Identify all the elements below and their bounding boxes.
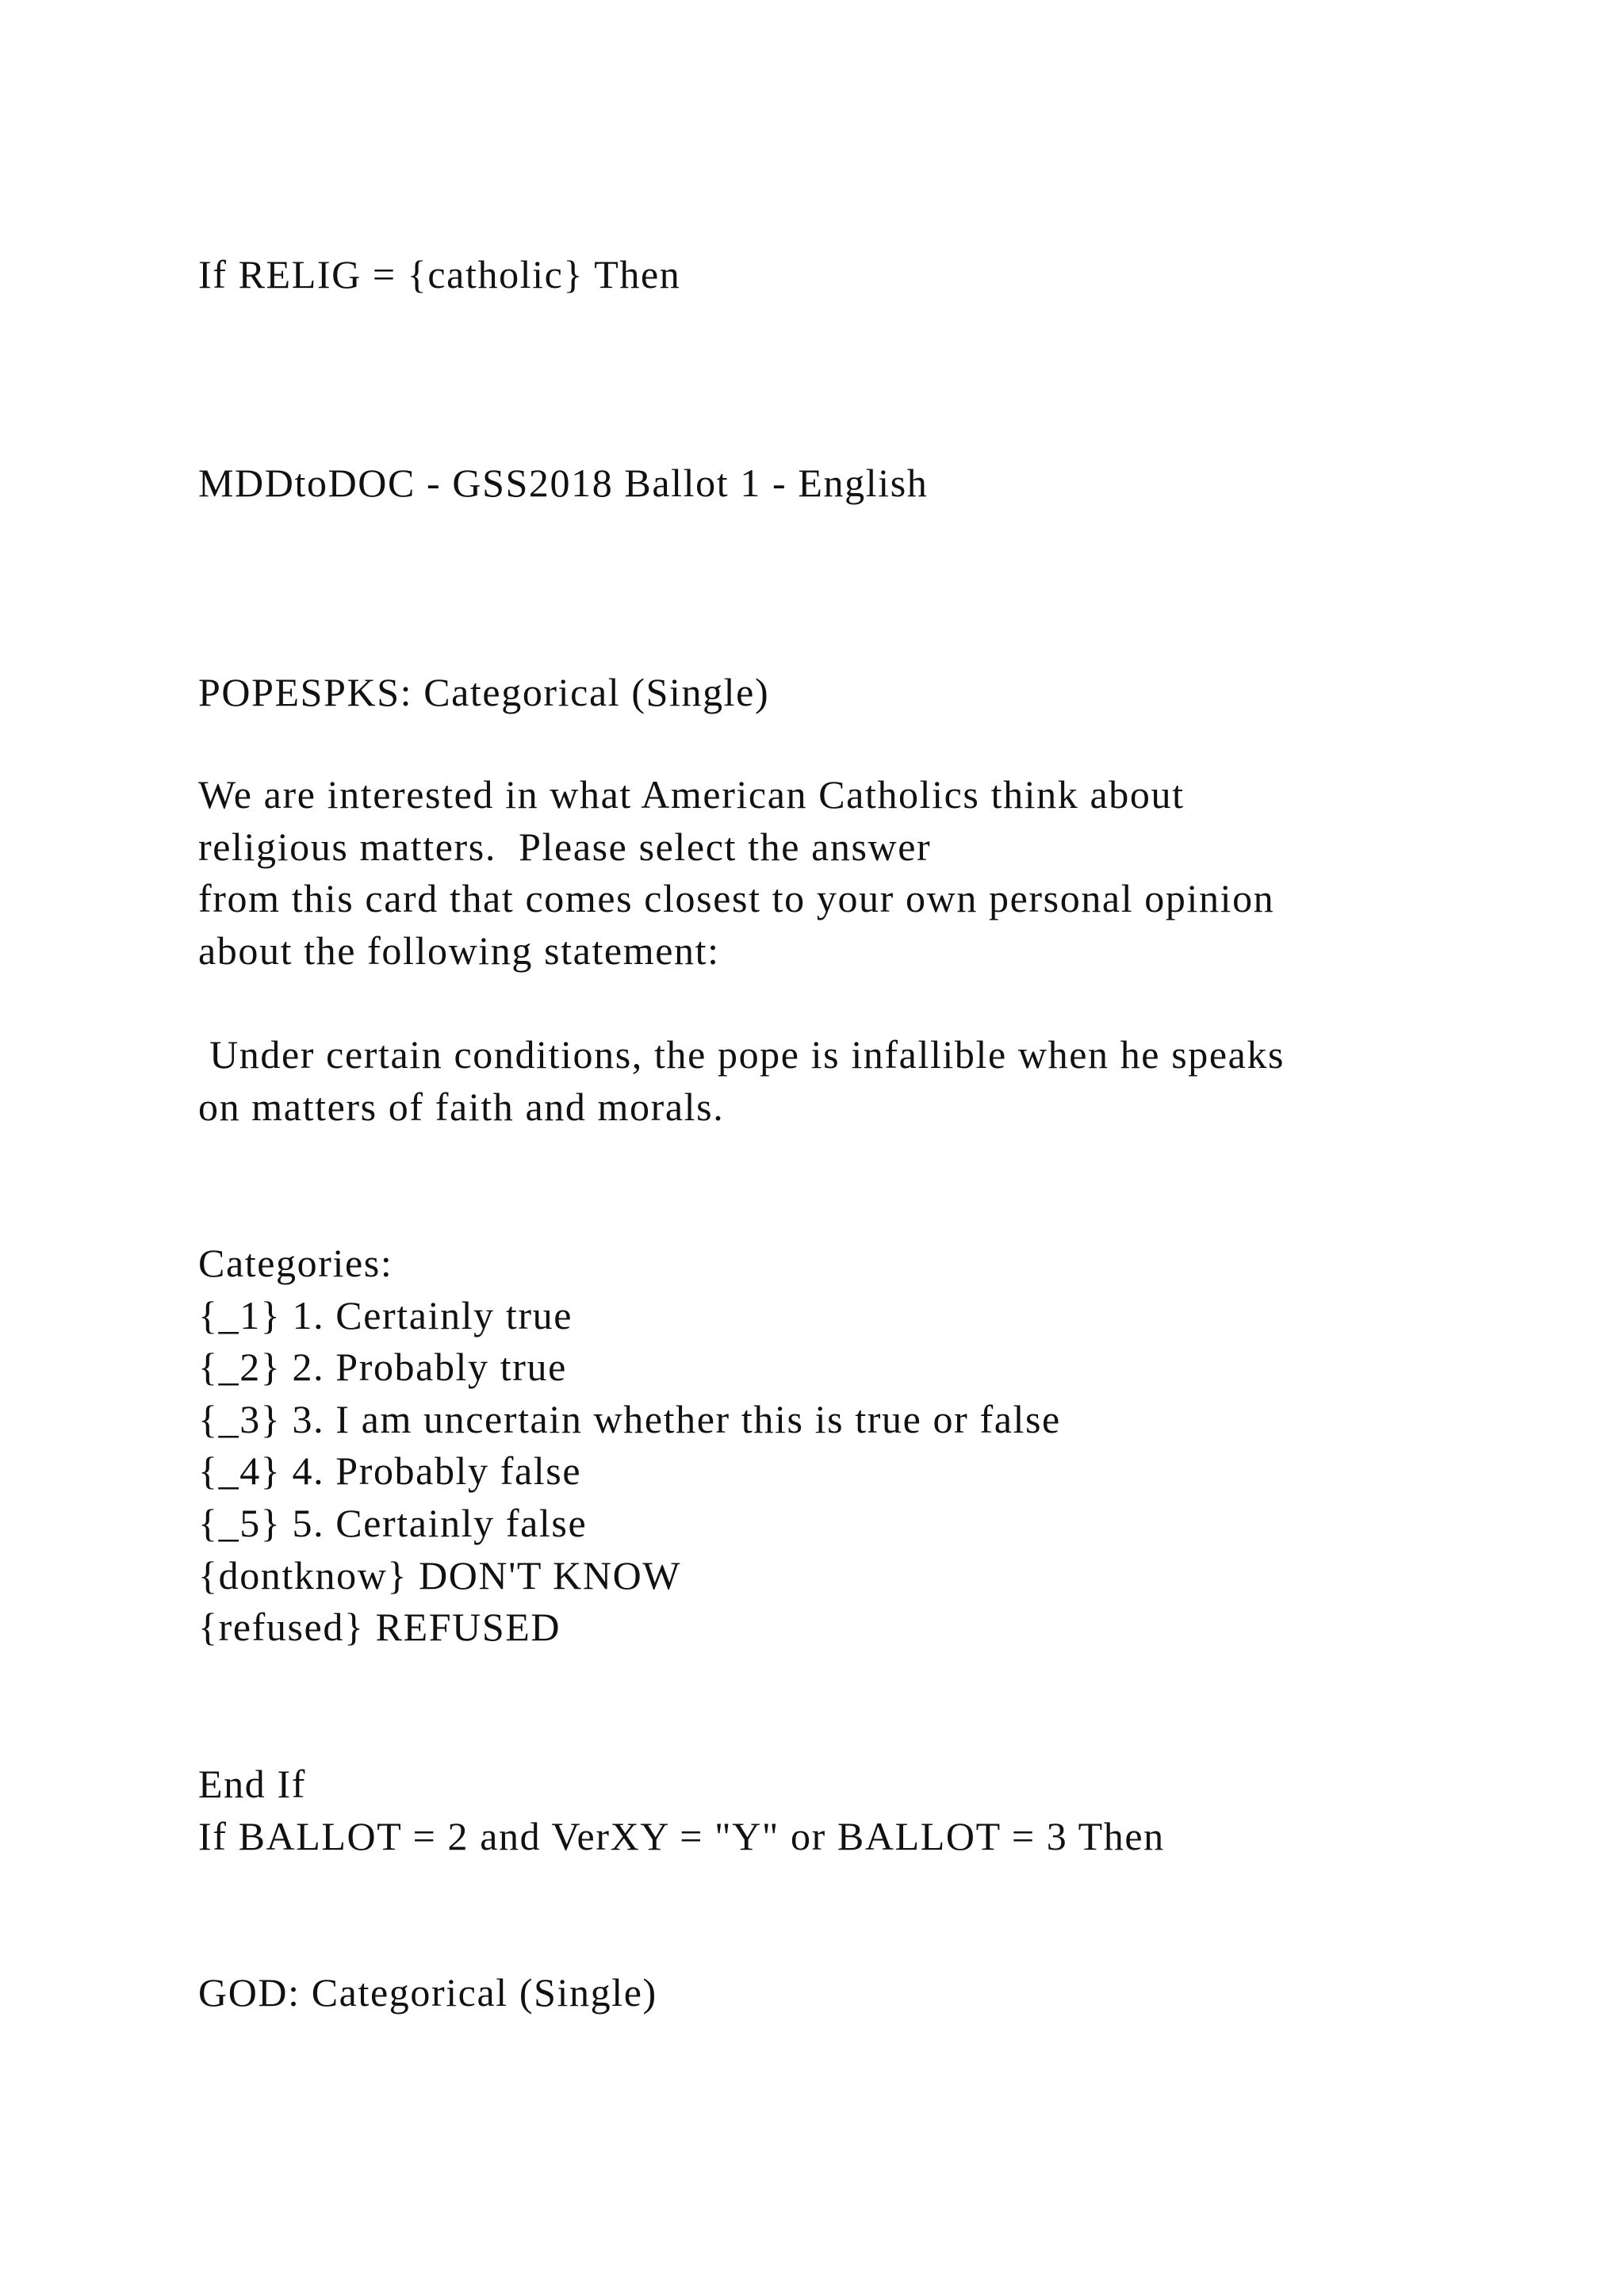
document-title: MDDtoDOC - GSS2018 Ballot 1 - English (198, 461, 929, 505)
statement-line: Under certain conditions, the pope is infallible when he speaks (198, 1032, 1285, 1077)
intro-line: from this card that comes closest to your own personal opinion (198, 876, 1275, 921)
intro-line: We are interested in what American Catholics think about (198, 772, 1185, 817)
statement-line: on matters of faith and morals. (198, 1084, 725, 1129)
category-item: {_5} 5. Certainly false (198, 1500, 588, 1545)
category-item: {_1} 1. Certainly true (198, 1292, 573, 1337)
question-header-god: GOD: Categorical (Single) (198, 1970, 657, 2015)
condition-start-line: If RELIG = {catholic} Then (198, 252, 681, 297)
end-if-line: End If (198, 1762, 306, 1806)
category-item: {_2} 2. Probably true (198, 1345, 567, 1390)
question-intro-text (198, 769, 1274, 977)
intro-line: about the following statement: (198, 928, 720, 973)
categories-label: Categories: (198, 1241, 393, 1285)
question-statement-text (198, 1029, 1285, 1133)
category-item: {_3} 3. I am uncertain whether this is true or false (198, 1396, 1061, 1441)
categories-list (198, 1238, 1061, 1654)
intro-line: religious matters. Please select the answer (198, 824, 932, 869)
condition-block (198, 1758, 1165, 1862)
category-item: {_4} 4. Probably false (198, 1448, 582, 1494)
question-header-popespks: POPESPKS: Categorical (Single) (198, 670, 770, 714)
category-item: {dontknow} DON'T KNOW (198, 1552, 682, 1598)
category-item: {refused} REFUSED (198, 1605, 561, 1650)
condition-next-line: If BALLOT = 2 and VerXY = "Y" or BALLOT = 3 Then (198, 1813, 1165, 1858)
